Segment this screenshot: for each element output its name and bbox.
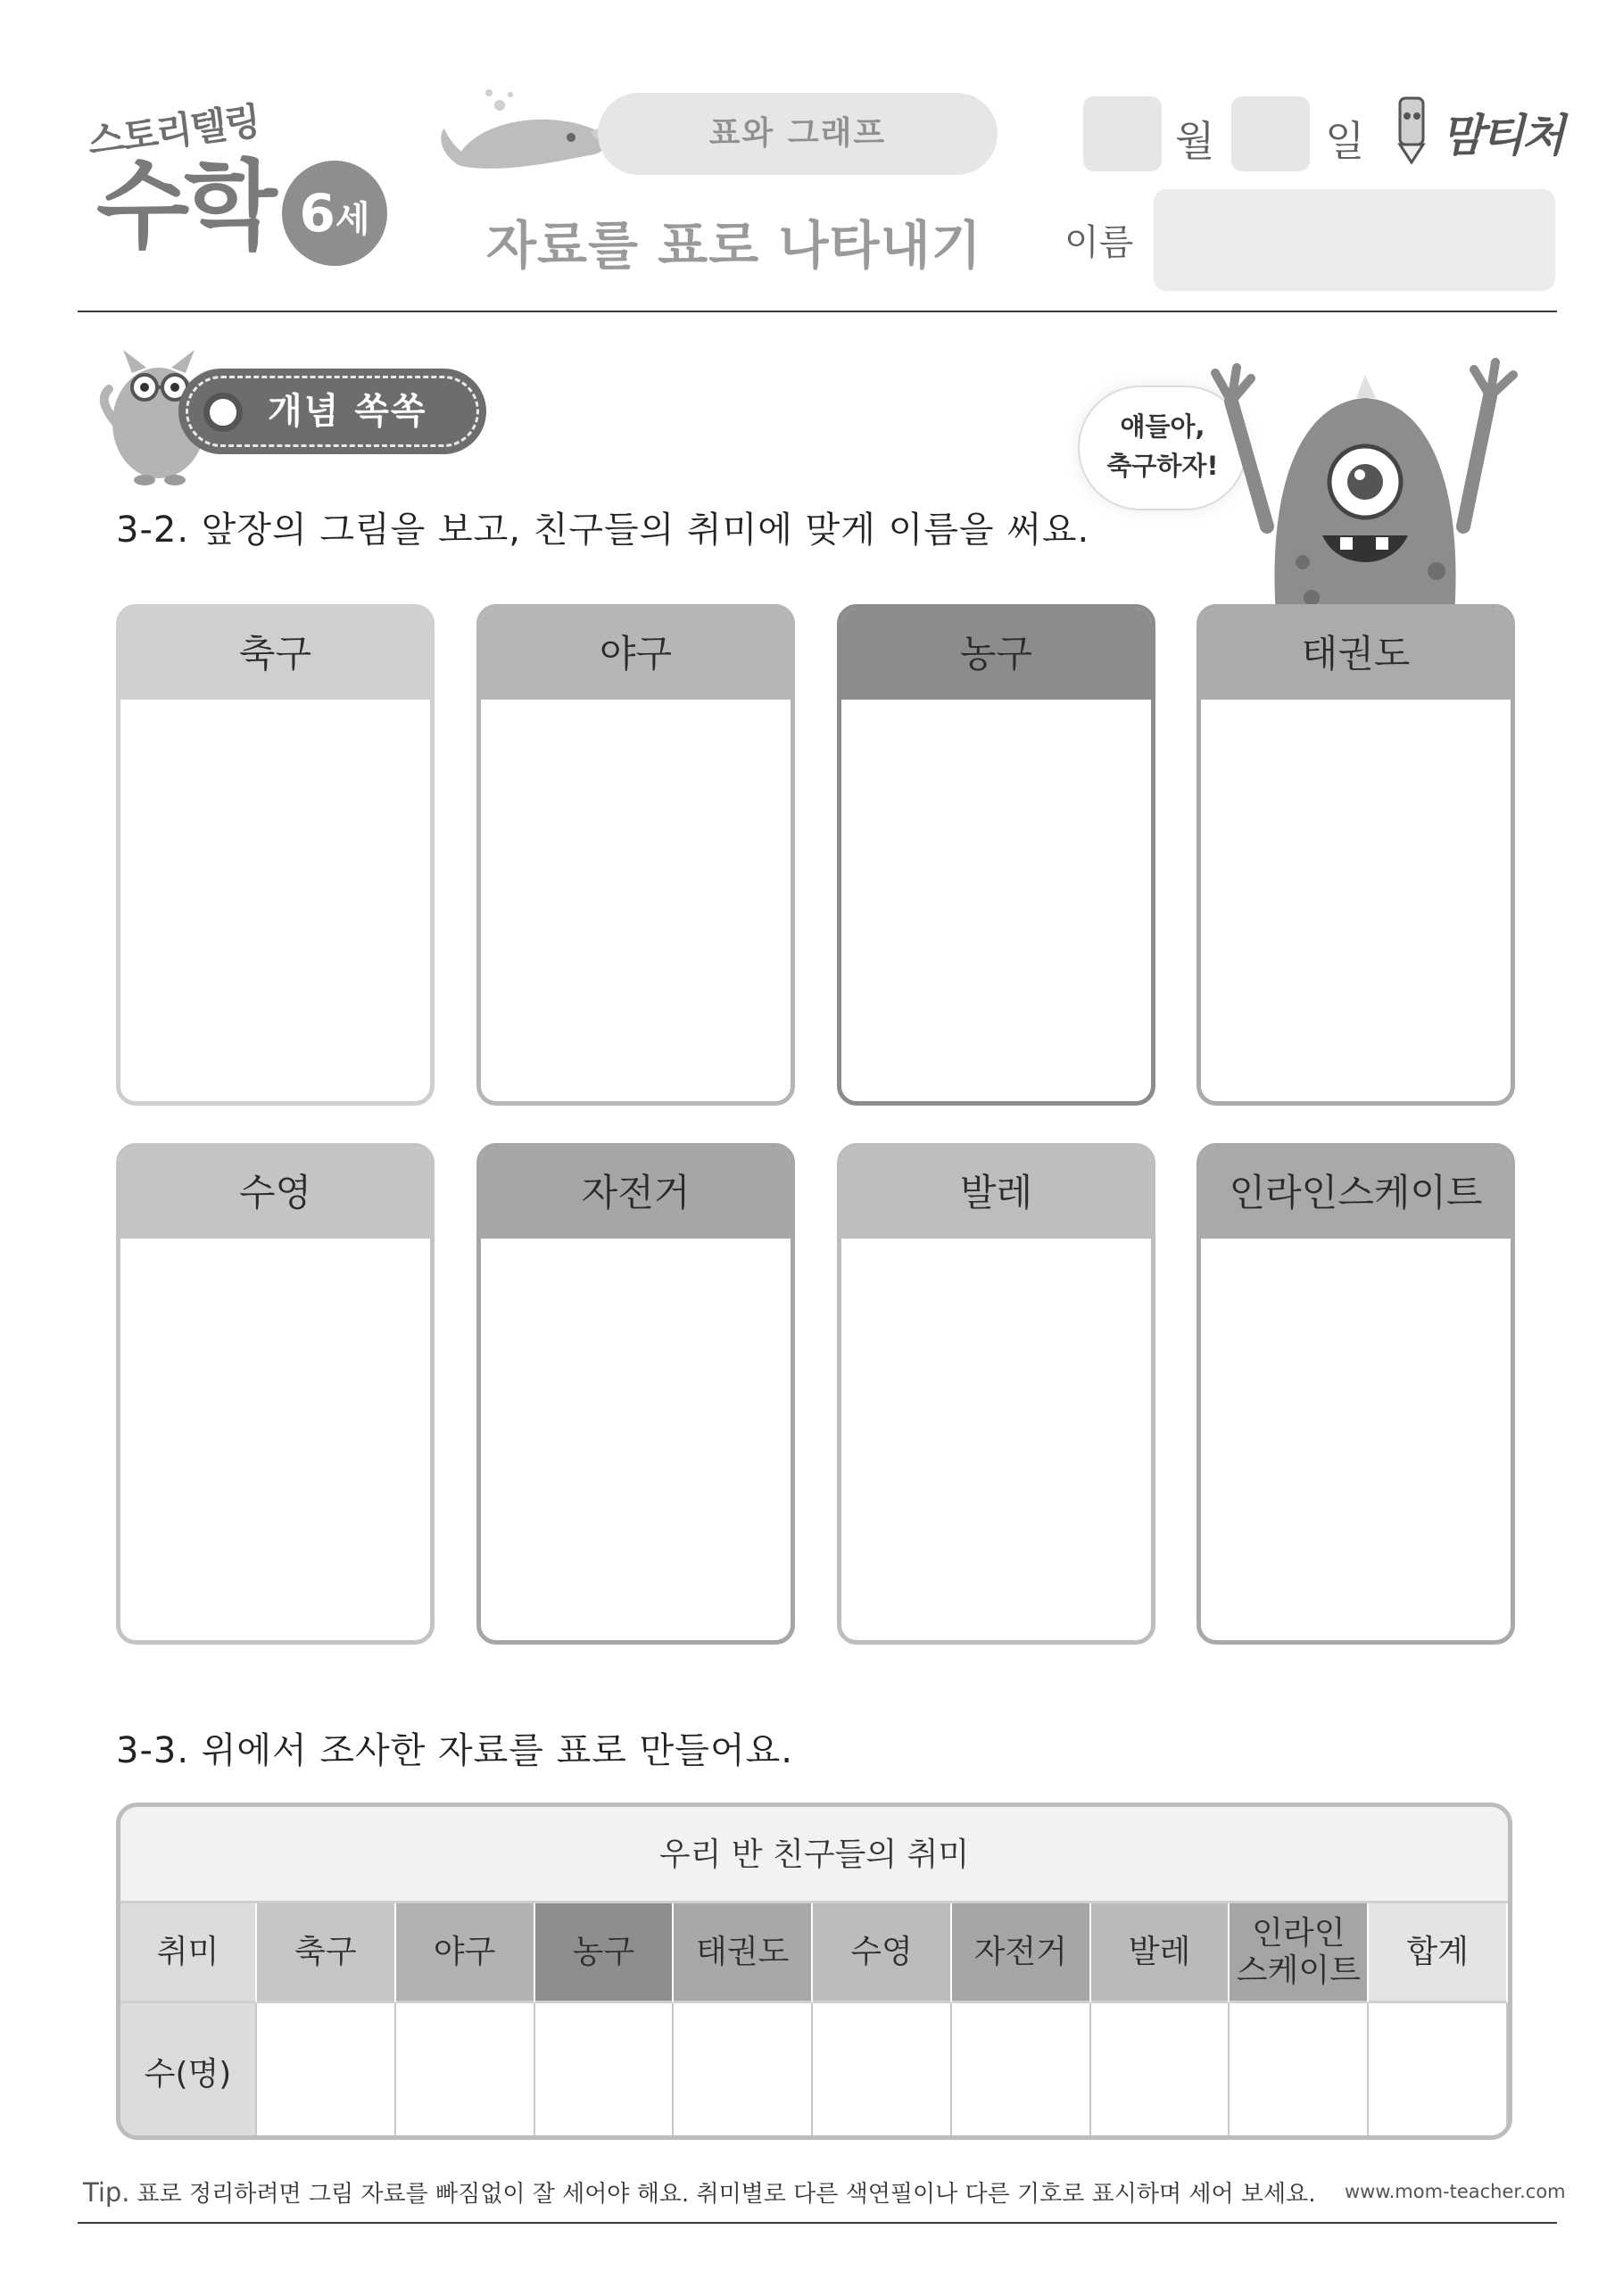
q33-instruction: 3-3. 위에서 조사한 자료를 표로 만들어요. xyxy=(116,1730,793,1771)
q32-instruction: 3-2. 앞장의 그림을 보고, 친구들의 취미에 맞게 이름을 써요. xyxy=(116,510,1090,551)
hobby-card-baseball[interactable] xyxy=(476,604,795,1106)
column-header-cycling: 자전거 xyxy=(952,1903,1091,2003)
count-cell-taekwondo[interactable] xyxy=(674,2003,813,2140)
column-header-swimming: 수영 xyxy=(813,1903,952,2003)
hobby-card-label: 축구 xyxy=(120,609,430,700)
magnifier-icon xyxy=(203,393,243,432)
column-header-total: 합계 xyxy=(1369,1903,1508,2003)
hobby-tally-table xyxy=(116,1803,1512,2140)
count-cell-ballet[interactable] xyxy=(1091,2003,1230,2140)
hobby-card-taekwondo[interactable] xyxy=(1197,604,1515,1106)
hobby-card-inline-skating[interactable] xyxy=(1197,1143,1515,1645)
logo-age-number: 6 xyxy=(299,183,335,244)
column-header-inline-skating: 인라인 스케이트 xyxy=(1230,1903,1369,2003)
topic-pill: 표와 그래프 xyxy=(598,93,998,175)
site-url: www.mom-teacher.com xyxy=(1345,2181,1566,2202)
logo-subject: 수학 xyxy=(96,151,272,262)
speech-line-2: 축구하자! xyxy=(1106,451,1219,481)
day-input-box[interactable] xyxy=(1231,96,1310,171)
hobby-card-label: 태권도 xyxy=(1201,609,1511,700)
table-title: 우리 반 친구들의 취미 xyxy=(120,1807,1508,1903)
name-label: 이름 xyxy=(1064,222,1134,263)
hobby-card-ballet[interactable] xyxy=(837,1143,1155,1645)
hobby-card-label: 수영 xyxy=(120,1148,430,1239)
count-cell-swimming[interactable] xyxy=(813,2003,952,2140)
series-logo xyxy=(85,98,407,286)
tip-lead: Tip. xyxy=(83,2177,130,2208)
name-input-box[interactable] xyxy=(1154,189,1555,291)
hobby-card-label: 발레 xyxy=(841,1148,1151,1239)
lesson-title: 자료를 표로 나타내기 xyxy=(486,215,982,276)
hobby-card-swimming[interactable] xyxy=(116,1143,435,1645)
column-header-baseball: 야구 xyxy=(396,1903,535,2003)
hobby-card-label: 농구 xyxy=(841,609,1151,700)
logo-series-name: 스토리텔링 xyxy=(85,98,262,164)
brand-logo xyxy=(1387,93,1566,164)
month-label: 월 xyxy=(1175,117,1215,165)
header-divider xyxy=(78,311,1557,312)
hobby-card-label: 야구 xyxy=(481,609,791,700)
pencil-icon xyxy=(1387,93,1437,164)
concept-badge: 개념 쏙쏙 xyxy=(178,369,486,454)
hobby-card-soccer[interactable] xyxy=(116,604,435,1106)
tip-body: 표로 정리하려면 그림 자료를 빠짐없이 잘 세어야 해요. 취미별로 다른 색연필이나 다른 기호로 표시하며 세어 보세요. xyxy=(137,2181,1316,2208)
day-label: 일 xyxy=(1325,117,1365,165)
column-header-taekwondo: 태권도 xyxy=(674,1903,813,2003)
column-header-soccer: 축구 xyxy=(257,1903,396,2003)
footer-divider xyxy=(78,2222,1557,2224)
hobby-card-label: 자전거 xyxy=(481,1148,791,1239)
logo-age-unit: 세 xyxy=(335,199,370,240)
count-cell-basketball[interactable] xyxy=(535,2003,675,2140)
count-cell-cycling[interactable] xyxy=(952,2003,1091,2140)
tip-text xyxy=(83,2176,1315,2209)
hobby-card-basketball[interactable] xyxy=(837,604,1155,1106)
speech-line-1: 얘들아, xyxy=(1120,411,1205,442)
row-header-count: 수(명) xyxy=(120,2003,257,2140)
count-cell-total[interactable] xyxy=(1369,2003,1508,2140)
column-header-ballet: 발레 xyxy=(1091,1903,1230,2003)
month-input-box[interactable] xyxy=(1083,96,1162,171)
hobby-card-cycling[interactable] xyxy=(476,1143,795,1645)
brand-name: 맘티처 xyxy=(1441,110,1562,162)
column-header-basketball: 농구 xyxy=(535,1903,675,2003)
count-cell-baseball[interactable] xyxy=(396,2003,535,2140)
count-cell-soccer[interactable] xyxy=(257,2003,396,2140)
hobby-card-label: 인라인스케이트 xyxy=(1201,1148,1511,1239)
logo-age-badge xyxy=(282,161,387,266)
one-eyed-monster-illustration xyxy=(1205,348,1526,616)
count-cell-inline-skating[interactable] xyxy=(1230,2003,1369,2140)
row-header-hobby: 취미 xyxy=(120,1903,257,2003)
